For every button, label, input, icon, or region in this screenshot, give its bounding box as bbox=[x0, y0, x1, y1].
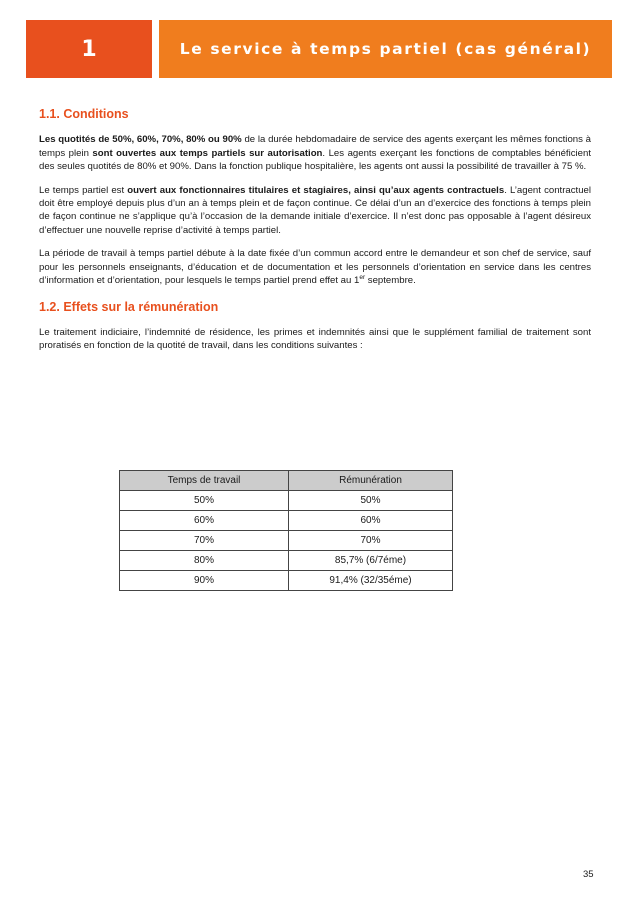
main-content bbox=[39, 108, 591, 363]
column-header-remuneration: Rémunération bbox=[289, 471, 453, 491]
bold-text: ouvert aux fonctionnaires titulaires et stagiaires, ainsi qu’aux agents contractuels bbox=[127, 184, 505, 196]
text: . L’agent contractuel doit être employé depuis plus d’un an à temps plein et de façon continue. Ce délai d’un an d’exercice des fonctions à temps plein de façon continue ne s’applique qu’à l’occasion de la demande initiale d’exercice. Il n’est donc pas opposable à l’agent désireux d’effectuer une nouvelle reprise d’activité à temps partiel. bbox=[39, 184, 591, 236]
table-cell: 91,4% (32/35éme) bbox=[289, 571, 453, 591]
superscript: er bbox=[359, 273, 366, 281]
table-cell: 50% bbox=[289, 491, 453, 511]
column-header-temps: Temps de travail bbox=[120, 471, 289, 491]
table-row bbox=[120, 491, 453, 511]
paragraph-periode bbox=[39, 247, 591, 287]
table-row bbox=[120, 551, 453, 571]
table-cell: 90% bbox=[120, 571, 289, 591]
remuneration-table bbox=[119, 470, 453, 591]
chapter-title-box bbox=[159, 20, 612, 78]
paragraph-quotites bbox=[39, 133, 591, 173]
bold-text: Les quotités de 50%, 60%, 70%, 80% ou 90% bbox=[39, 134, 242, 146]
table-cell: 50% bbox=[120, 491, 289, 511]
section-heading-conditions: 1.1. Conditions bbox=[39, 107, 129, 121]
table-row bbox=[120, 571, 453, 591]
text: Le temps partiel est bbox=[39, 184, 128, 196]
bold-text: sont ouvertes aux temps partiels sur autorisation bbox=[92, 147, 323, 159]
chapter-number: 1 bbox=[81, 36, 97, 62]
text: de la durée hebdomadaire de service des agents exerçant les mêmes fonctions à temps plein bbox=[39, 134, 591, 159]
table-cell: 80% bbox=[120, 551, 289, 571]
chapter-title: Le service à temps partiel (cas général) bbox=[179, 40, 592, 58]
page-number: 35 bbox=[583, 869, 594, 880]
section-heading-remuneration: 1.2. Effets sur la rémunération bbox=[39, 300, 219, 315]
table-cell: 70% bbox=[289, 531, 453, 551]
chapter-number-box bbox=[26, 20, 152, 78]
table-cell: 60% bbox=[120, 511, 289, 531]
table-header-row bbox=[120, 471, 453, 491]
table-row bbox=[120, 511, 453, 531]
text: . Les agents exerçant les fonctions de comptables bénéficient des seules quotités de 80% et 90%. Dans la fonction publique hospitalière, les agents ont aussi la possibilité de travailler à 75 %. bbox=[39, 147, 591, 173]
table-cell: 70% bbox=[120, 531, 289, 551]
text: septembre. bbox=[365, 275, 416, 287]
table-row bbox=[120, 531, 453, 551]
paragraph-beneficiaires bbox=[39, 184, 591, 238]
table-cell: 60% bbox=[289, 511, 453, 531]
text: La période de travail à temps partiel débute à la date fixée d’un commun accord entre le demandeur et son chef de service, sauf pour les personnels enseignants, d’éducation et de documentation et les personnels d’orientation en service dans les centres d’information et d’orientation, pour lesquels le temps partiel prend effet au 1 bbox=[39, 248, 591, 287]
paragraph-traitement: Le traitement indiciaire, l’indemnité de résidence, les primes et indemnités ainsi que le supplément familial de traitement sont proratisés en fonction de la quotité de travail, dans les conditions suivantes : bbox=[39, 326, 591, 352]
table-cell: 85,7% (6/7éme) bbox=[289, 551, 453, 571]
